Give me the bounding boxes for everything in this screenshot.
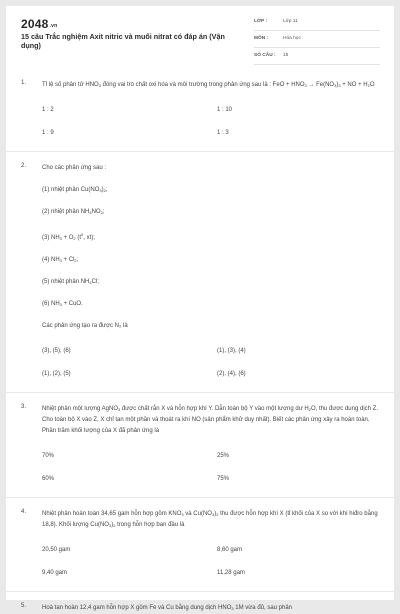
question-prompt: Các phản ứng tạo ra được N₂ là: [42, 323, 128, 329]
reaction-item: (4) $NH_3 + Cl_2$;: [42, 257, 79, 263]
meta-value: 15: [283, 53, 289, 58]
answer-option[interactable]: 9,40 gam: [42, 570, 68, 576]
answer-options: [42, 105, 378, 139]
answer-option[interactable]: 60%: [42, 476, 55, 482]
question-text: Hoà tan hoàn 12,4 gam hỗn hợp X gồm Fe và Cu bằng dung dịch $HNO_3$ 1M vừa đủ, sau phản: [42, 605, 293, 611]
meta-label: SỐ CÂU :: [254, 53, 276, 58]
answer-option[interactable]: (1), (3), (4): [217, 348, 246, 354]
answer-option[interactable]: (3), (5), (6): [42, 348, 71, 354]
meta-value: Lớp 11: [283, 19, 298, 24]
meta-panel: [254, 14, 380, 65]
question-text: Tỉ lệ số phân tử $HNO_3$ đóng vai trò chất oxi hóa và môi trường trong phản ứng sau là : FeO + $HNO_3 \to Fe(NO_3)_3$ + NO + $H_2O$: [42, 82, 375, 88]
answer-option[interactable]: 1 : 9: [42, 130, 54, 136]
question-1: [6, 80, 394, 139]
answer-option[interactable]: 20,50 gam: [42, 547, 71, 553]
answer-option[interactable]: 8,60 gam: [217, 547, 243, 553]
question-text: Nhiệt phân hoàn toàn 34,65 gam hỗn hợp gồm $KNO_3$ và $Cu(NO_3)_2$ thu được hỗn hợp khí X (tỉ khối của X so với khí hiđro bằng 18,8). Khối lượng $Cu(NO_3)_2$ trong hỗn hợp ban đầu là: [42, 511, 378, 528]
question-list: [6, 80, 394, 614]
answer-option[interactable]: 70%: [42, 453, 55, 459]
meta-row-class: [254, 14, 380, 31]
question-2: [6, 163, 394, 380]
document-header: [6, 6, 394, 72]
meta-row-subject: [254, 31, 380, 48]
site-logo[interactable]: 2048.vn: [21, 17, 58, 31]
meta-label: LỚP :: [254, 19, 268, 24]
meta-row-count: [254, 48, 380, 65]
question-text: Cho các phản ứng sau :: [42, 165, 107, 171]
reaction-item: (1) nhiệt phân $Cu(NO_3)_2$;: [42, 187, 108, 193]
question-5: [6, 603, 394, 614]
answer-option[interactable]: 25%: [217, 453, 230, 459]
answer-options: [42, 545, 378, 579]
question-text: Nhiệt phân một lượng AgNO$_3$ được chất rắn X và hỗn hợp khí Y. Dẫn toàn bộ Y vào một lượng dư $H_2O$, thu được dung dịch Z. Cho toàn bộ X vào Z, X chỉ tan một phần và thoát ra khí NO (sản phẩm khử duy nhất). Biết các phản ứng xảy ra hoàn toàn. Phần trăm khối lượng của X đã phản ứng là: [42, 406, 378, 434]
question-number: 4.: [21, 509, 27, 515]
question-number: 3.: [21, 404, 27, 410]
reaction-item: (3) $NH_3 + O_2$ ($t^0$, xt);: [42, 232, 95, 241]
answer-options: [42, 451, 378, 485]
reaction-item: (6) $NH_3$ + CuO.: [42, 301, 83, 307]
answer-option[interactable]: 1 : 10: [217, 107, 233, 113]
page-title: 15 câu Trắc nghiệm Axit nitric và muối nitrat có đáp án (Vận dụng): [21, 32, 225, 50]
question-3: [6, 404, 394, 485]
document-page: [6, 6, 394, 611]
question-number: 5.: [21, 603, 27, 609]
answer-option[interactable]: 1 : 2: [42, 107, 54, 113]
answer-option[interactable]: (1), (2), (5): [42, 371, 71, 377]
meta-value: Hóa học: [283, 36, 301, 41]
answer-option[interactable]: (2), (4), (6): [217, 371, 246, 377]
answer-option[interactable]: 75%: [217, 476, 230, 482]
question-number: 1.: [21, 80, 27, 86]
reaction-item: (5) nhiệt phân $NH_4Cl$;: [42, 279, 99, 285]
meta-label: MÔN :: [254, 36, 269, 41]
question-number: 2.: [21, 163, 27, 169]
question-4: [6, 509, 394, 579]
answer-option[interactable]: 1 : 3: [217, 130, 229, 136]
answer-option[interactable]: 11,28 gam: [217, 570, 245, 576]
answer-options: [42, 346, 378, 380]
reaction-item: (2) nhiệt phân $NH_4NO_2$;: [42, 209, 105, 215]
